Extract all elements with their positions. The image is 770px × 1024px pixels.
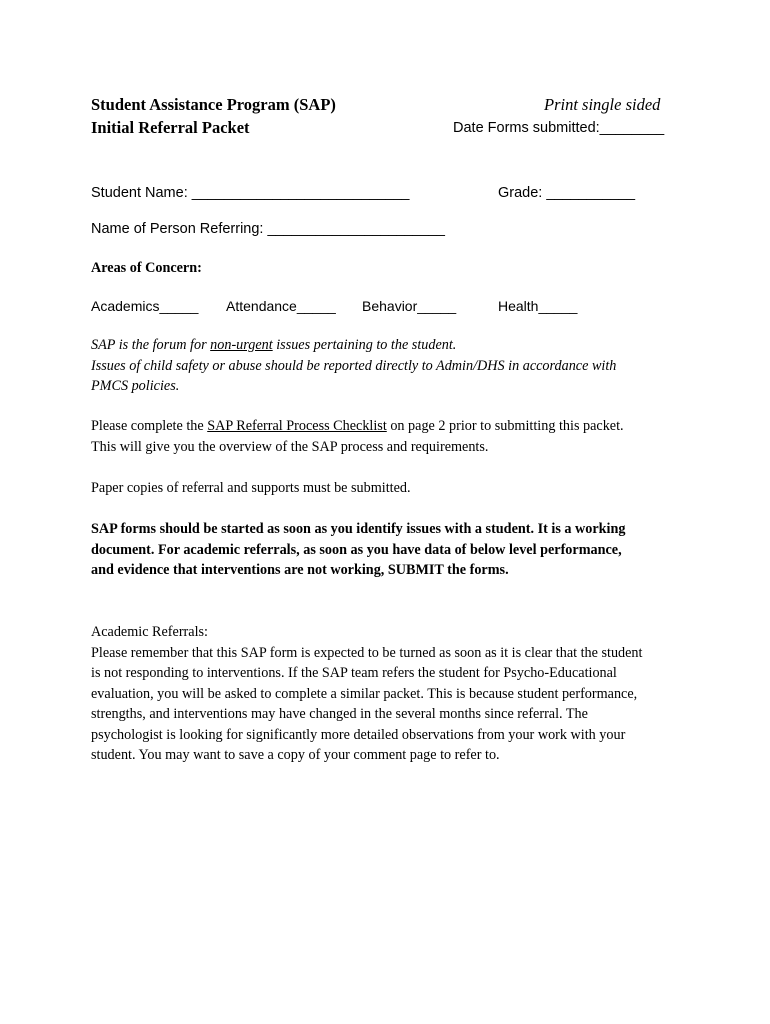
- grade-field[interactable]: Grade: ___________: [498, 185, 636, 201]
- checklist-note-line2: This will give you the overview of the SAP process and requirements.: [91, 438, 489, 455]
- academic-line: is not responding to interventions. If the SAP team refers the student for Psycho-Educational: [91, 665, 617, 681]
- academic-line: student. You may want to save a copy of your comment page to refer to.: [91, 747, 500, 763]
- referrer-field[interactable]: Name of Person Referring: ______________________: [91, 221, 445, 237]
- checklist-note-line1: [91, 416, 691, 437]
- academic-line: psychologist is looking for significantly more detailed observations from your work with your: [91, 726, 626, 743]
- program-title: Student Assistance Program (SAP): [91, 95, 336, 114]
- checklist-link[interactable]: SAP Referral Process Checklist: [207, 418, 387, 434]
- academic-referrals: [91, 622, 691, 766]
- bold-note-line3: and evidence that interventions are not working, SUBMIT the forms.: [91, 562, 509, 578]
- forum-note-prefix: SAP is the forum for: [91, 337, 211, 353]
- forum-note-line1: [91, 335, 691, 356]
- forum-note-suffix: issues pertaining to the student.: [272, 337, 457, 353]
- concern-attendance[interactable]: Attendance_____: [226, 298, 336, 314]
- paper-note: Paper copies of referral and supports must be submitted.: [91, 480, 411, 496]
- concern-health[interactable]: Health_____: [498, 298, 578, 314]
- checklist-note: [91, 416, 691, 457]
- academic-line: strengths, and interventions may have changed in the several months since referral. The: [91, 706, 588, 722]
- academic-line: evaluation, you will be asked to complete a similar packet. This is because student performance,: [91, 685, 638, 702]
- forum-note-line2: Issues of child safety or abuse should be reported directly to Admin/DHS in accordance with: [91, 357, 617, 374]
- print-note: Print single sided: [544, 95, 661, 114]
- bold-note-line1: SAP forms should be started as soon as you identify issues with a student. It is a working: [91, 521, 626, 537]
- concerns-heading: Areas of Concern:: [91, 260, 202, 276]
- checklist-note-prefix: Please complete the: [91, 418, 208, 434]
- checklist-note-suffix: on page 2 prior to submitting this packet.: [386, 418, 624, 434]
- non-urgent-emphasis: non-urgent: [210, 337, 273, 353]
- academic-heading: Academic Referrals:: [91, 624, 208, 640]
- academic-line: Please remember that this SAP form is expected to be turned as soon as it is clear that the student: [91, 644, 643, 661]
- forum-note-line3: PMCS policies.: [91, 378, 180, 394]
- bold-note-line2: document. For academic referrals, as soon as you have data of below level performance,: [91, 541, 622, 558]
- packet-title: Initial Referral Packet: [91, 118, 250, 137]
- forum-note: [91, 335, 691, 397]
- bold-note: [91, 519, 691, 581]
- concern-behavior[interactable]: Behavior_____: [362, 298, 457, 314]
- date-submitted-field[interactable]: Date Forms submitted:________: [453, 120, 665, 136]
- student-name-field[interactable]: Student Name: ___________________________: [91, 185, 410, 201]
- concern-academics[interactable]: Academics_____: [91, 298, 199, 314]
